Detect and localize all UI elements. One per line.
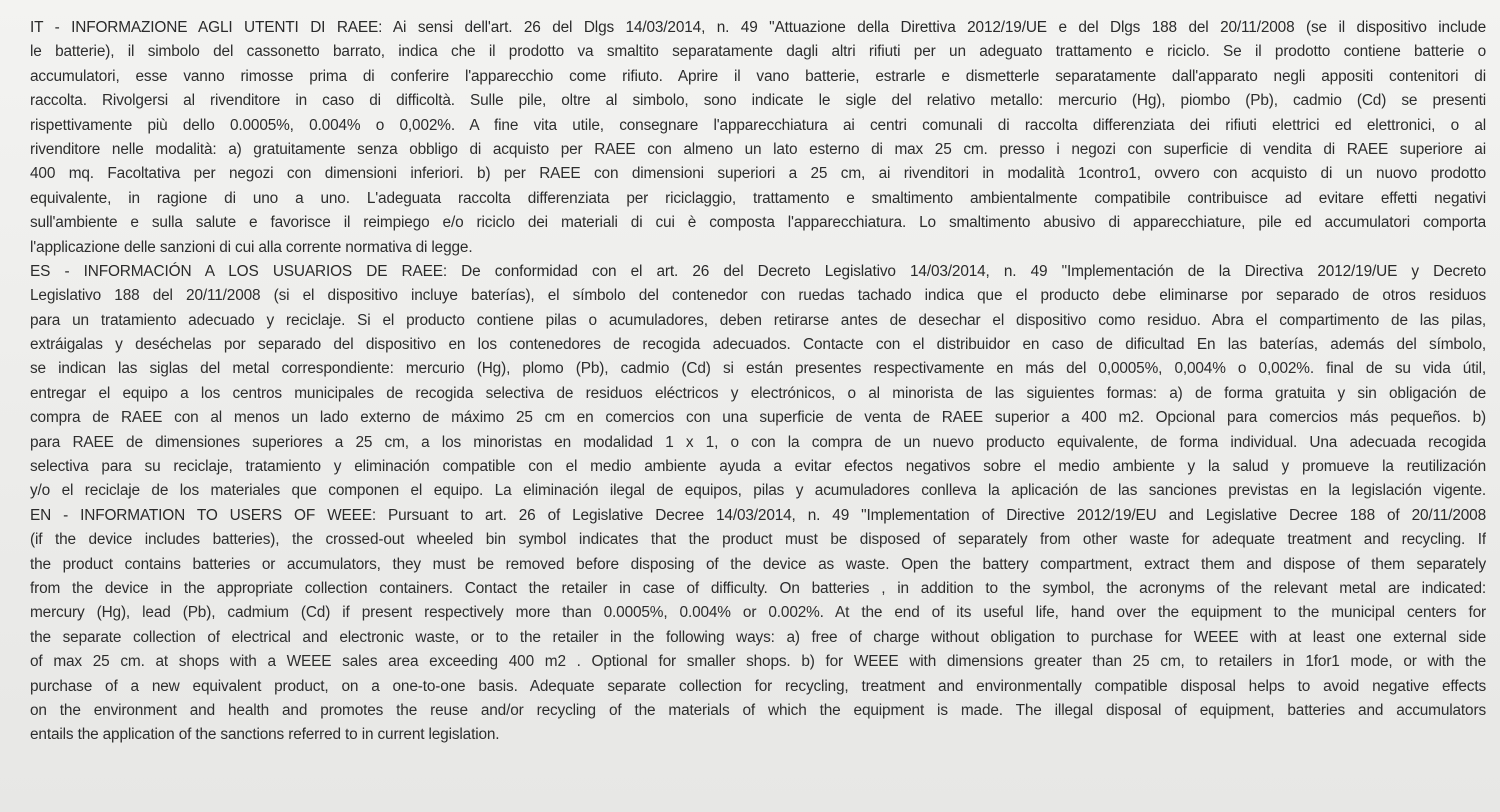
en-paragraph-line: purchase of a new equivalent product, on a one-to-one basis. Adequate separate collection for recycling, treatment and environmentally compatible disposal helps to avoid negative effects	[30, 677, 1486, 695]
en-paragraph-line: of max 25 cm. at shops with a WEEE sales area exceeding 400 m2 . Optional for smaller shops. b) for WEEE with dimensions greater than 25 cm, to retailers in 1for1 mode, or with the	[30, 653, 1486, 671]
en-paragraph-line: (if the device includes batteries), the crossed-out wheeled bin symbol indicates that the product must be disposed of separately from other waste for adequate treatment and recycling. If	[30, 531, 1486, 549]
en-paragraph-line: the product contains batteries or accumulators, they must be removed before disposing of the device as waste. Open the battery compartment, extract them and dispose of them separately	[30, 555, 1486, 573]
en-paragraph-line: EN - INFORMATION TO USERS OF WEEE: Pursuant to art. 26 of Legislative Decree 14/03/2014, n. 49 "Implementation of Directive 2012/19/EU and Legislative Decree 188 of 20/11/2008	[30, 506, 1486, 524]
it-paragraph-line: l'applicazione delle sanzioni di cui alla corrente normativa di legge.	[30, 238, 473, 256]
en-paragraph-line: on the environment and health and promotes the reuse and/or recycling of the materials of which the equipment is made. The illegal disposal of equipment, batteries and accumulators	[30, 701, 1486, 719]
it-paragraph-line: raccolta. Rivolgersi al rivenditore in caso di difficoltà. Sulle pile, oltre al simbolo, sono indicate le sigle del relativo metallo: mercurio (Hg), piombo (Pb), cadmio (Cd) se presenti	[30, 92, 1486, 110]
es-paragraph-line: Legislativo 188 del 20/11/2008 (si el dispositivo incluye baterías), el símbolo del contenedor con ruedas tachado indica que el producto debe eliminarse por separado de otros residuos	[30, 287, 1486, 305]
it-paragraph-line: equivalente, in ragione di uno a uno. L'adeguata raccolta differenziata per riciclaggio, trattamento e smaltimento ambientalmente compatibile contribuisce ad evitare effetti negativi	[30, 189, 1486, 207]
it-paragraph-line: le batterie), il simbolo del cassonetto barrato, indica che il prodotto va smaltito separatamente dagli altri rifiuti per un adeguato trattamento e riciclo. Se il prodotto contiene batterie o	[30, 43, 1486, 61]
label-text-block	[30, 16, 1486, 748]
it-paragraph-line: IT - INFORMAZIONE AGLI UTENTI DI RAEE: Ai sensi dell'art. 26 del Dlgs 14/03/2014, n. 49 "Attuazione della Direttiva 2012/19/UE e del Dlgs 188 del 20/11/2008 (se il dispositivo include	[30, 19, 1486, 36]
es-paragraph-line: entregar el equipo a los centros municipales de recogida selectiva de residuos eléctricos y electrónicos, o al minorista de las siguientes formas: a) de forma gratuita y sin obligación de	[30, 384, 1486, 402]
it-paragraph-line: accumulatori, esse vanno rimosse prima di conferire l'apparecchio come rifiuto. Aprire il vano batterie, estrarle e dismetterle separatamente dall'apparato negli appositi contenitori di	[30, 67, 1486, 85]
es-paragraph-line: selectiva para su reciclaje, tratamiento y eliminación compatible con el medio ambiente ayuda a evitar efectos negativos sobre el medio ambiente y la salud y promueve la reutilización	[30, 458, 1486, 476]
it-paragraph-line: sull'ambiente e sulla salute e favorisce il reimpiego e/o riciclo dei materiali di cui è composta l'apparecchiatura. Lo smaltimento abusivo di apparecchiature, pile ed accumulatori comporta	[30, 214, 1486, 232]
es-paragraph-line: para RAEE de dimensiones superiores a 25 cm, a los minoristas en modalidad 1 x 1, o con la compra de un nuevo producto equivalente, de forma individual. Una adecuada recogida	[30, 433, 1486, 451]
it-paragraph-line: 400 mq. Facoltativa per negozi con dimensioni inferiori. b) per RAEE con dimensioni superiori a 25 cm, ai rivenditori in modalità 1contro1, ovvero con acquisto di un nuovo prodotto	[30, 165, 1486, 183]
es-paragraph-line: compra de RAEE con al menos un lado externo de máximo 25 cm en comercios con una superficie de venta de RAEE superior a 400 m2. Opcional para comercios más pequeños. b)	[30, 409, 1486, 427]
en-paragraph-line: the separate collection of electrical and electronic waste, or to the retailer in the following ways: a) free of charge without obligation to purchase for WEEE with at least one external side	[30, 628, 1486, 646]
es-paragraph-line: se indican las siglas del metal correspondiente: mercurio (Hg), plomo (Pb), cadmio (Cd) si están presentes respectivamente en más del 0,0005%, 0,004% o 0,002%. final de su vida útil,	[30, 360, 1486, 378]
en-paragraph-line: mercury (Hg), lead (Pb), cadmium (Cd) if present respectively more than 0.0005%, 0.004% or 0.002%. At the end of its useful life, hand over the equipment to the municipal centers for	[30, 604, 1486, 622]
es-paragraph-line: y/o el reciclaje de los materiales que componen el equipo. La eliminación ilegal de equipos, pilas y acumuladores conlleva la aplicación de las sanciones previstas en la legislación vigente.	[30, 482, 1486, 500]
es-paragraph-line: extráigalas y deséchelas por separado del dispositivo en los contenedores de recogida adecuados. Contacte con el distribuidor en caso de dificultad En las baterías, además del símbolo,	[30, 336, 1486, 354]
es-paragraph-line: para un tratamiento adecuado y reciclaje. Si el producto contiene pilas o acumuladores, deben retirarse antes de desechar el dispositivo como residuo. Abra el compartimento de las pilas,	[30, 311, 1486, 329]
es-paragraph-line: ES - INFORMACIÓN A LOS USUARIOS DE RAEE: De conformidad con el art. 26 del Decreto Legislativo 14/03/2014, n. 49 "Implementación de la Directiva 2012/19/UE y Decreto	[30, 262, 1486, 280]
it-paragraph-line: rivenditore nelle modalità: a) gratuitamente senza obbligo di acquisto per RAEE con almeno un lato esterno di max 25 cm. presso i negozi con superficie di vendita di RAEE superiore ai	[30, 140, 1486, 158]
en-paragraph-line: entails the application of the sanctions referred to in current legislation.	[30, 726, 500, 744]
it-paragraph-line: rispettivamente più dello 0.0005%, 0.004% o 0,002%. A fine vita utile, consegnare l'apparecchiatura ai centri comunali di raccolta differenziata dei rifiuti elettrici ed elettronici, o al	[30, 116, 1486, 134]
en-paragraph-line: from the device in the appropriate collection containers. Contact the retailer in case of difficulty. On batteries , in addition to the symbol, the acronyms of the relevant metal are indicated:	[30, 579, 1486, 597]
